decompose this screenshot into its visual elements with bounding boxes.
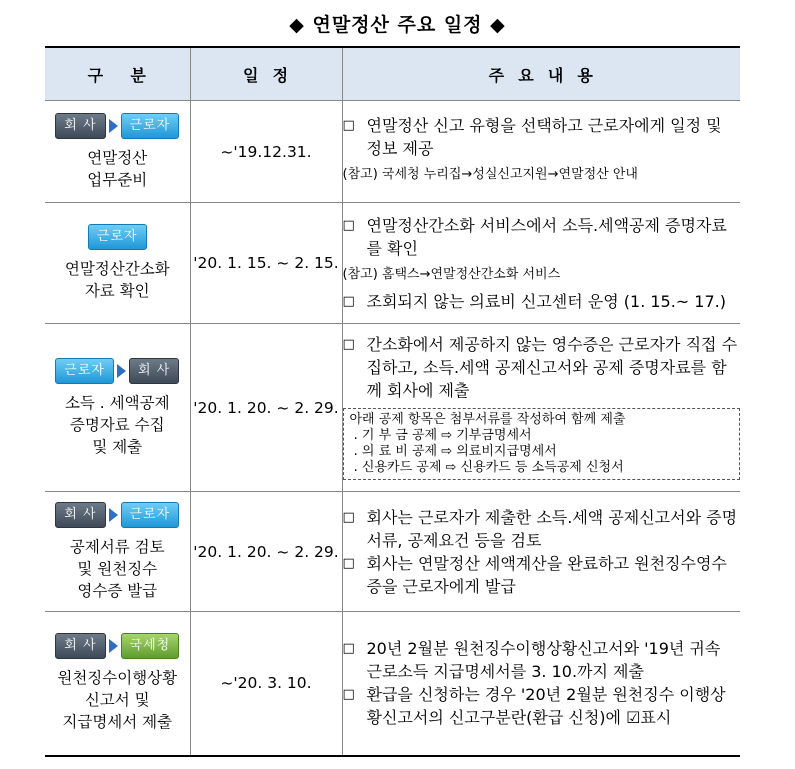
bullet-item: □ 회사는 연말정산 세액계산을 완료하고 원천징수영수증을 근로자에게 발급 (342, 553, 727, 596)
category-label: 연말정산간소화 자료 확인 (64, 260, 170, 300)
square-bullet-icon: □ (342, 509, 355, 525)
category-cell (45, 203, 190, 324)
table-row (45, 324, 740, 492)
reference-note: (참고) 홈택스→연말정산간소화 서비스 (342, 266, 561, 282)
category-label: 연말정산 업무준비 (87, 148, 148, 189)
square-bullet-icon: □ (342, 293, 355, 309)
page-title: ◆ 연말정산 주요 일정 ◆ (289, 14, 506, 36)
content-cell (342, 101, 740, 203)
reference-note: (참고) 국세청 누리집→성실신고지원→연말정산 안내 (342, 166, 638, 182)
employee-badge: 근로자 (55, 358, 114, 384)
company-badge: 회 사 (129, 358, 179, 384)
nts-badge: 국세청 (121, 633, 180, 659)
table-row (45, 492, 740, 612)
category-cell (45, 324, 190, 492)
category-label: 공제서류 검토 및 원천징수 영수증 발급 (69, 537, 165, 600)
arrow-right-icon (109, 119, 118, 133)
square-bullet-icon: □ (342, 337, 355, 352)
date-cell: '20. 1. 15. ~ 2. 15. (190, 203, 342, 324)
content-cell (342, 324, 740, 492)
company-badge: 회 사 (55, 113, 105, 139)
table-row (45, 203, 740, 324)
square-bullet-icon: □ (342, 555, 355, 571)
attachment-item: . 기 부 금 공제 ⇨ 기부금명세서 (349, 428, 532, 443)
table-header-row (45, 47, 740, 101)
square-bullet-icon: □ (342, 217, 355, 233)
category-cell (45, 492, 190, 612)
content-cell (342, 612, 740, 756)
flow-diagram (45, 502, 190, 528)
category-label: 소득 . 세액공제 증명자료 수집 및 제출 (64, 393, 170, 456)
employee-badge: 근로자 (121, 113, 180, 139)
bullet-item: □ 연말정산 신고 유형을 선택하고 근로자에게 일정 및 정보 제공 (342, 115, 722, 158)
bullet-item: □ 환급을 신청하는 경우 '20년 2월분 원천징수 이행상황신고서의 신고구분란(환급 신청)에 ☑표시 (342, 685, 726, 728)
bullet-item: □ 간소화에서 제공하지 않는 영수증은 근로자가 직접 수집하고, 소득.세액 공제신고서와 공제 증명자료를 함께 회사에 제출 (342, 335, 738, 400)
company-badge: 회 사 (55, 633, 105, 659)
flow-diagram (45, 113, 190, 139)
attachment-note-head: 아래 공제 항목은 첨부서류를 작성하여 함께 제출 (349, 412, 626, 427)
schedule-table (45, 46, 740, 757)
category-cell (45, 101, 190, 203)
category-cell (45, 612, 190, 756)
company-badge: 회 사 (55, 502, 105, 528)
bullet-item: □ 조회되지 않는 의료비 신고센터 운영 (1. 15.~ 17.) (342, 291, 726, 311)
attachment-item: . 의 료 비 공제 ⇨ 의료비지급명세서 (349, 444, 557, 459)
bullet-item: □ 연말정산간소화 서비스에서 소득.세액공제 증명자료를 확인 (342, 215, 727, 258)
bullet-item: □ 회사는 근로자가 제출한 소득.세액 공제신고서와 증명서류, 공제요건 등을 검토 (342, 507, 738, 550)
square-bullet-icon: □ (342, 687, 355, 703)
date-cell: ~'20. 3. 10. (190, 612, 342, 756)
date-cell: '20. 1. 20. ~ 2. 29. (190, 492, 342, 612)
bullet-item: □ 20년 2월분 원천징수이행상황신고서와 '19년 귀속 근로소득 지급명세서를 3. 10.까지 제출 (342, 639, 721, 682)
arrow-right-icon (117, 364, 126, 378)
arrow-right-icon (109, 639, 118, 653)
square-bullet-icon: □ (342, 117, 355, 133)
date-cell: ~'19.12.31. (190, 101, 342, 203)
content-cell (342, 203, 740, 324)
attachment-note-box (343, 408, 741, 480)
square-bullet-icon: □ (342, 641, 355, 657)
arrow-right-icon (109, 508, 118, 522)
employee-badge: 근로자 (121, 502, 180, 528)
flow-diagram (45, 633, 190, 659)
employee-badge: 근로자 (88, 224, 147, 250)
attachment-item: . 신용카드 공제 ⇨ 신용카드 등 소득공제 신청서 (349, 460, 624, 475)
table-row (45, 101, 740, 203)
category-label: 원천징수이행상황 신고서 및 지급명세서 제출 (57, 669, 178, 732)
header-content: 주 요 내 용 (342, 47, 740, 101)
table-row (45, 612, 740, 756)
header-date: 일 정 (190, 47, 342, 101)
content-cell (342, 492, 740, 612)
flow-diagram (45, 224, 190, 250)
flow-diagram (45, 358, 190, 384)
date-cell: '20. 1. 20. ~ 2. 29. (190, 324, 342, 492)
header-category: 구 분 (45, 47, 190, 101)
